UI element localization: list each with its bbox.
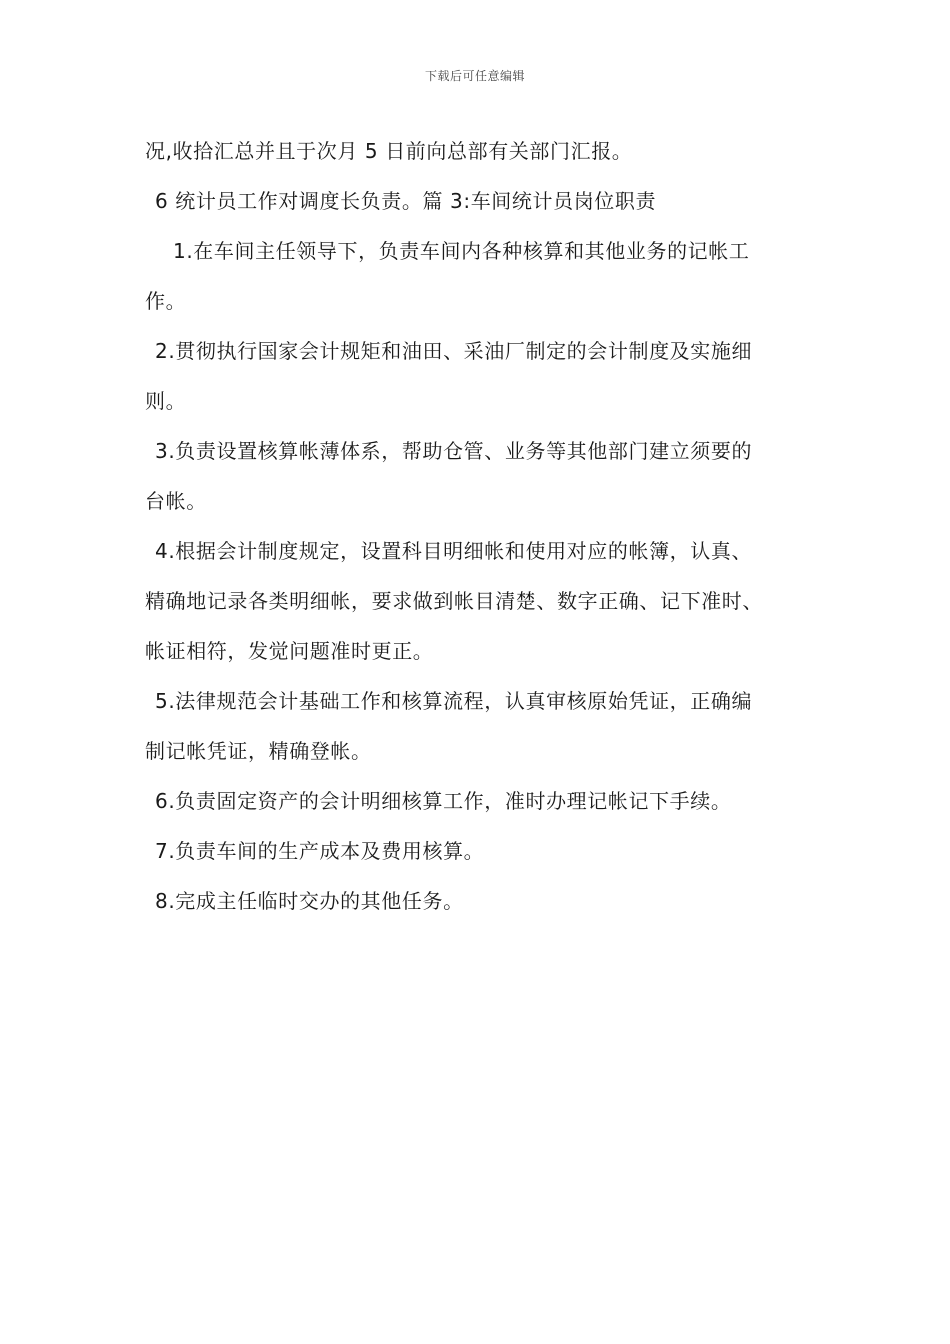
list-item-2-line: 2.贯彻执行国家会计规矩和油田、采油厂制定的会计制度及实施细 bbox=[155, 339, 753, 363]
list-item-2-continuation: 则。 bbox=[145, 389, 187, 413]
list-item-6-line: 6.负责固定资产的会计明细核算工作，准时办理记帐记下手续。 bbox=[155, 789, 732, 813]
paragraph-line: 况,收拾汇总并且于次月 5 日前向总部有关部门汇报。 bbox=[145, 139, 633, 163]
list-item-3-line: 3.负责设置核算帐薄体系，帮助仓管、业务等其他部门建立须要的 bbox=[155, 439, 753, 463]
list-item-4-line: 4.根据会计制度规定，设置科目明细帐和使用对应的帐簿，认真、 bbox=[155, 539, 753, 563]
list-item-4-continuation: 帐证相符，发觉问题准时更正。 bbox=[145, 639, 434, 663]
list-item-1-line: 1.在车间主任领导下，负责车间内各种核算和其他业务的记帐工 bbox=[173, 239, 750, 263]
list-item-8-line: 8.完成主任临时交办的其他任务。 bbox=[155, 889, 464, 913]
list-item-5-line: 5.法律规范会计基础工作和核算流程，认真审核原始凭证，正确编 bbox=[155, 689, 753, 713]
document-body bbox=[145, 126, 835, 926]
list-item-7-line: 7.负责车间的生产成本及费用核算。 bbox=[155, 839, 485, 863]
paragraph-line: 6 统计员工作对调度长负责。篇 3:车间统计员岗位职责 bbox=[155, 189, 657, 213]
list-item-4-continuation: 精确地记录各类明细帐，要求做到帐目清楚、数字正确、记下准时、 bbox=[145, 589, 763, 613]
list-item-5-continuation: 制记帐凭证，精确登帐。 bbox=[145, 739, 372, 763]
list-item-3-continuation: 台帐。 bbox=[145, 489, 207, 513]
page-header: 下载后可任意编辑 bbox=[424, 69, 525, 83]
list-item-1-continuation: 作。 bbox=[145, 289, 187, 313]
